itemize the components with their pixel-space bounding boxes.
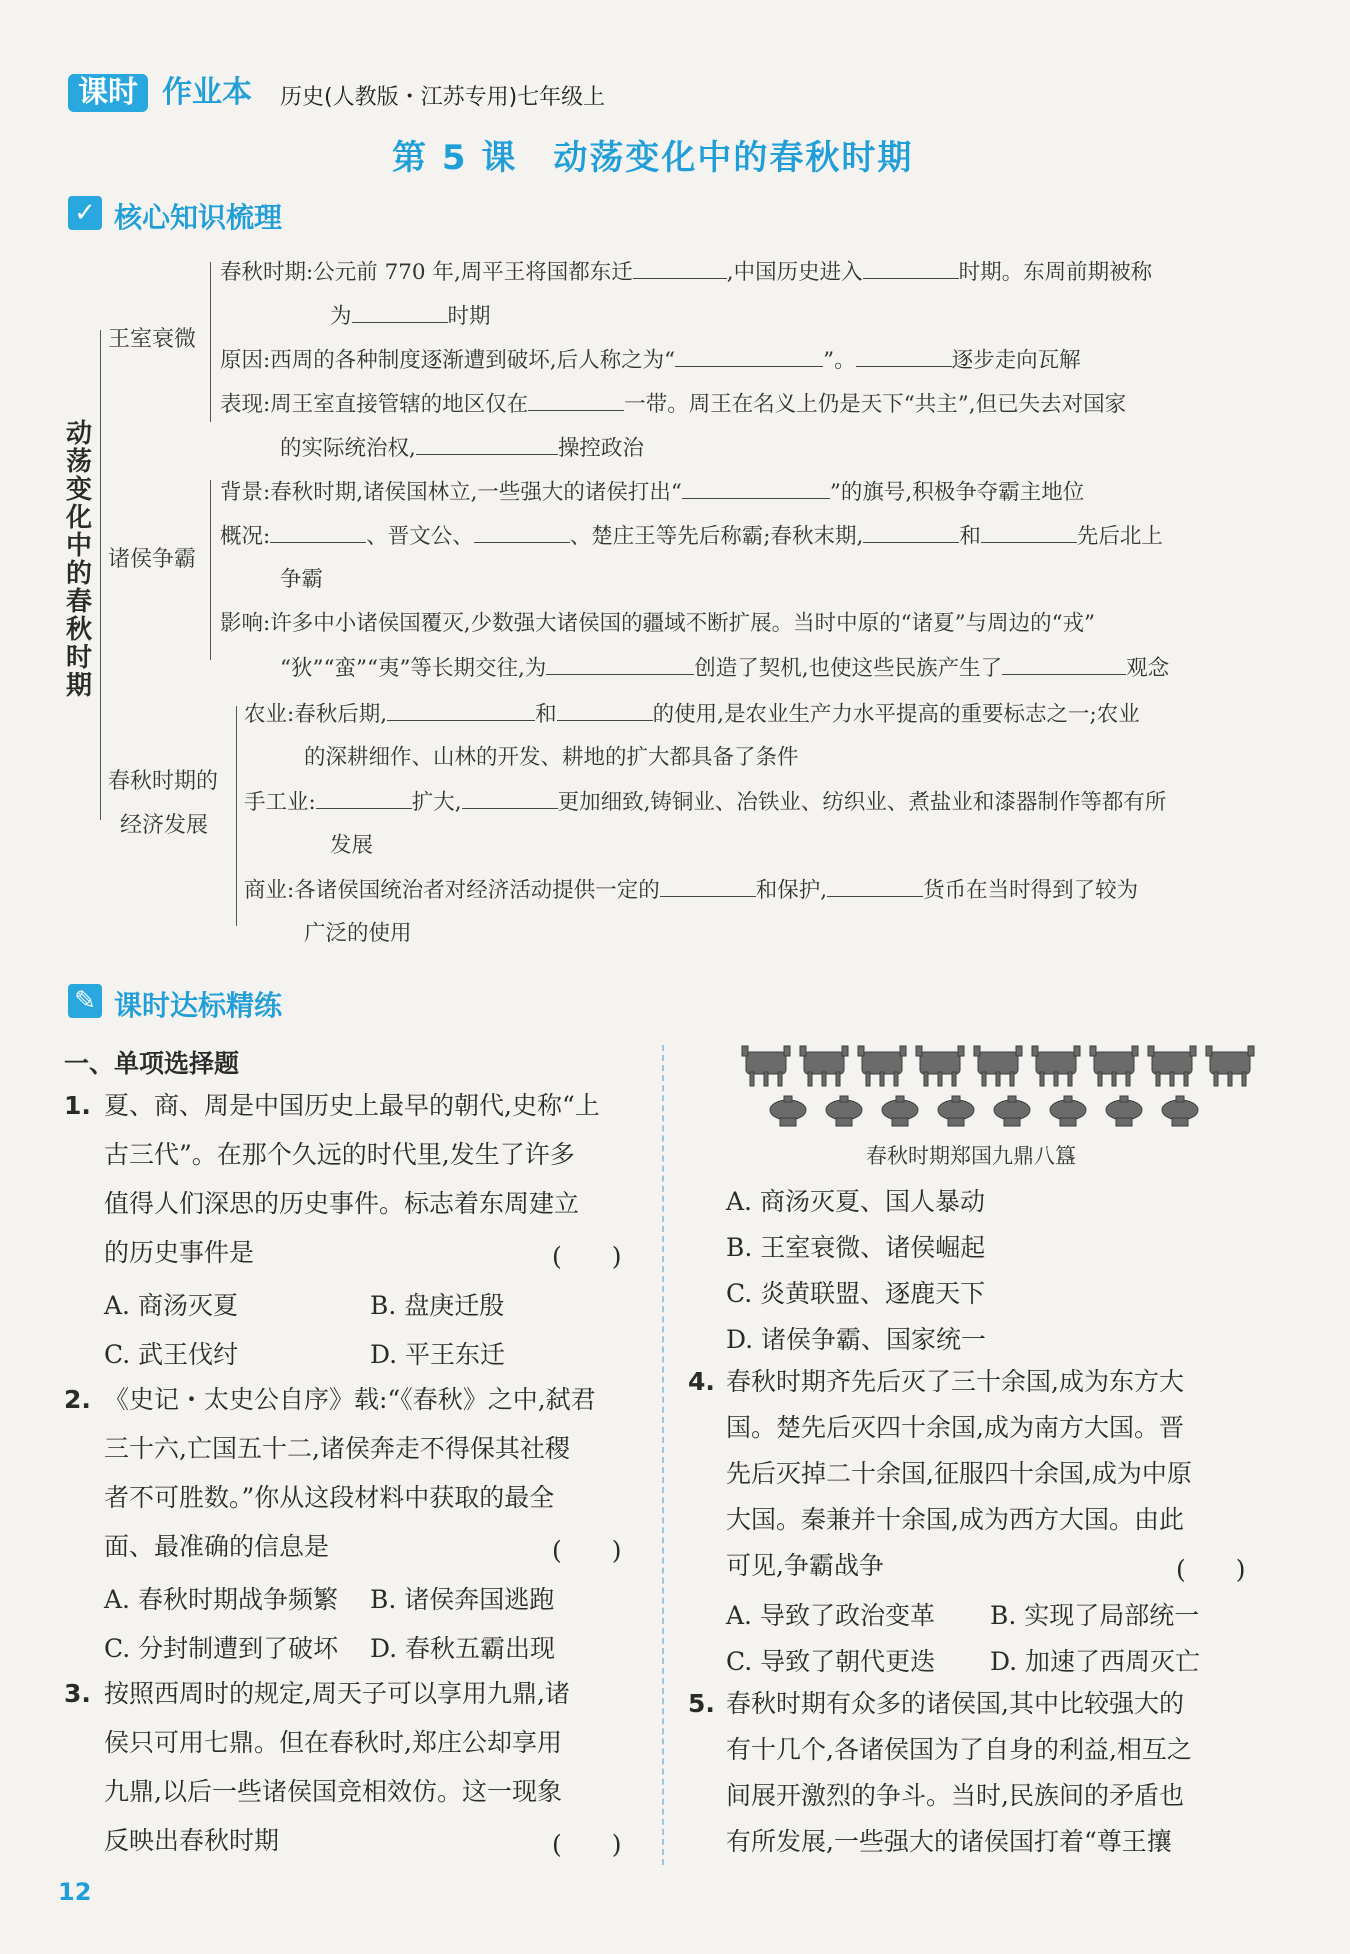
- q3-option-c[interactable]: C. 炎黄联盟、逐鹿天下: [726, 1279, 986, 1308]
- q4-line: 可见,争霸战争: [726, 1551, 884, 1580]
- book-name: 作业本: [162, 75, 252, 110]
- pencil-icon: ✎: [68, 984, 102, 1018]
- gui-icon: [1106, 1096, 1142, 1126]
- q4-line: 国。楚先后灭四十余国,成为南方大国。晋: [726, 1413, 1184, 1442]
- q4-answer-blank[interactable]: ( ): [1176, 1555, 1246, 1584]
- gui-icon: [882, 1096, 918, 1126]
- series-logo: 课时: [68, 74, 148, 112]
- q1-number: 1.: [64, 1091, 91, 1120]
- q4-line: 春秋时期齐先后灭了三十余国,成为东方大: [726, 1367, 1184, 1396]
- q5-line: 间展开激烈的争斗。当时,民族间的矛盾也: [726, 1781, 1184, 1810]
- q3-line: 按照西周时的规定,周天子可以享用九鼎,诸: [104, 1679, 570, 1708]
- image-caption: 春秋时期郑国九鼎八簋: [866, 1144, 1076, 1168]
- category-hegemony: 诸侯争霸: [108, 547, 197, 572]
- q1-line: 的历史事件是: [104, 1238, 255, 1267]
- checkbox-icon: ✓: [68, 196, 102, 230]
- mm-line: “狄”“蛮”“夷”等长期交往,为 创造了契机,也使这些民族产生了 观念: [280, 656, 1170, 681]
- q3-line: 九鼎,以后一些诸侯国竞相效仿。这一现象: [104, 1777, 562, 1806]
- mm-line: 发展: [330, 833, 374, 858]
- section-title-knowledge: 核心知识梳理: [114, 201, 283, 234]
- subject-line: 历史(人教版・江苏专用)七年级上: [280, 85, 606, 110]
- mm-line: 为 时期: [330, 304, 491, 329]
- gui-icon: [826, 1096, 862, 1126]
- ding-icon: [1206, 1046, 1254, 1086]
- q2-line: 三十六,亡国五十二,诸侯奔走不得保其社稷: [104, 1434, 570, 1463]
- q4-option-a[interactable]: A. 导致了政治变革: [726, 1601, 935, 1630]
- gui-icon: [994, 1096, 1030, 1126]
- ding-icon: [800, 1046, 848, 1086]
- part-label: 一、单项选择题: [64, 1049, 240, 1078]
- brace-1: [210, 262, 211, 422]
- section-title-practice: 课时达标精练: [114, 989, 283, 1022]
- q4-line: 先后灭掉二十余国,征服四十余国,成为中原: [726, 1459, 1192, 1488]
- mm-line: 原因:西周的各种制度逐渐遭到破坏,后人称之为“ ”。 逐步走向瓦解: [220, 348, 1081, 373]
- mm-line: 农业:春秋后期, 和 的使用,是农业生产力水平提高的重要标志之一;农业: [244, 702, 1140, 727]
- q2-line: 者不可胜数。”你从这段材料中获取的最全: [104, 1483, 555, 1512]
- mm-line: 商业:各诸侯国统治者对经济活动提供一定的 和保护, 货币在当时得到了较为: [244, 878, 1139, 903]
- q1-line: 值得人们深思的历史事件。标志着东周建立: [104, 1189, 580, 1218]
- q1-option-a[interactable]: A. 商汤灭夏: [104, 1291, 238, 1320]
- q1-option-c[interactable]: C. 武王伐纣: [104, 1340, 239, 1369]
- q2-line: 《史记・太史公自序》载:“《春秋》之中,弑君: [104, 1385, 596, 1414]
- category-economy-2: 经济发展: [120, 813, 209, 838]
- q3-line: 反映出春秋时期: [104, 1826, 280, 1855]
- q2-option-b[interactable]: B. 诸侯奔国逃跑: [370, 1585, 555, 1614]
- mm-line: 春秋时期:公元前 770 年,周平王将国都东迁 ,中国历史进入 时期。东周前期被称: [220, 260, 1153, 285]
- q2-answer-blank[interactable]: ( ): [552, 1536, 622, 1565]
- mm-line: 影响:许多中小诸侯国覆灭,少数强大诸侯国的疆域不断扩展。当时中原的“诸夏”与周边的“戎”: [220, 611, 1096, 636]
- q2-option-d[interactable]: D. 春秋五霸出现: [370, 1634, 556, 1663]
- mindmap-root: 动荡变化中的春秋时期: [65, 419, 92, 701]
- q5-line: 有所发展,一些强大的诸侯国打着“尊王攘: [726, 1827, 1172, 1856]
- mm-line: 广泛的使用: [304, 921, 412, 946]
- mm-line: 争霸: [280, 567, 324, 592]
- q2-option-c[interactable]: C. 分封制遭到了破坏: [104, 1634, 339, 1663]
- q4-option-b[interactable]: B. 实现了局部统一: [990, 1601, 1200, 1630]
- gui-icon: [1050, 1096, 1086, 1126]
- category-royal-decline: 王室衰微: [108, 327, 197, 352]
- ding-icon: [1032, 1046, 1080, 1086]
- q2-number: 2.: [64, 1385, 91, 1414]
- ding-icon: [858, 1046, 906, 1086]
- gui-icon: [938, 1096, 974, 1126]
- ding-icon: [1148, 1046, 1196, 1086]
- gui-icon: [1162, 1096, 1198, 1126]
- ding-icon: [1090, 1046, 1138, 1086]
- q2-line: 面、最准确的信息是: [104, 1532, 330, 1561]
- q2-option-a[interactable]: A. 春秋时期战争频繁: [104, 1585, 338, 1614]
- mm-line: 概况: 、晋文公、 、楚庄王等先后称霸;春秋末期, 和 先后北上: [220, 524, 1163, 549]
- mm-line: 表现:周王室直接管辖的地区仅在 一带。周王在名义上仍是天下“共主”,但已失去对国家: [220, 392, 1127, 417]
- q4-number: 4.: [688, 1367, 715, 1396]
- mm-line: 的深耕细作、山林的开发、耕地的扩大都具备了条件: [304, 745, 799, 770]
- q3-answer-blank[interactable]: ( ): [552, 1830, 622, 1859]
- lesson-title: 第 5 课 动荡变化中的春秋时期: [392, 138, 914, 178]
- q3-option-d[interactable]: D. 诸侯争霸、国家统一: [726, 1325, 987, 1354]
- q4-option-d[interactable]: D. 加速了西周灭亡: [990, 1647, 1201, 1676]
- ding-icon: [916, 1046, 964, 1086]
- q3-option-b[interactable]: B. 王室衰微、诸侯崛起: [726, 1233, 986, 1262]
- q1-line: 夏、商、周是中国历史上最早的朝代,史称“上: [104, 1091, 600, 1120]
- brace-3: [236, 706, 237, 926]
- category-economy: 春秋时期的: [108, 769, 219, 794]
- q5-line: 有十几个,各诸侯国为了自身的利益,相互之: [726, 1735, 1192, 1764]
- ding-icon: [742, 1046, 790, 1086]
- q1-option-b[interactable]: B. 盘庚迁殷: [370, 1291, 505, 1320]
- q1-answer-blank[interactable]: ( ): [552, 1242, 622, 1271]
- mm-line: 背景:春秋时期,诸侯国林立,一些强大的诸侯打出“ ”的旗号,积极争夺霸主地位: [220, 480, 1085, 505]
- q5-line: 春秋时期有众多的诸侯国,其中比较强大的: [726, 1689, 1184, 1718]
- mm-line: 手工业: 扩大, 更加细致,铸铜业、冶铁业、纺织业、煮盐业和漆器制作等都有所: [244, 790, 1167, 815]
- q5-number: 5.: [688, 1689, 715, 1718]
- q1-option-d[interactable]: D. 平王东迁: [370, 1340, 506, 1369]
- q3-number: 3.: [64, 1679, 91, 1708]
- q4-option-c[interactable]: C. 导致了朝代更迭: [726, 1647, 936, 1676]
- root-brace: [100, 330, 101, 820]
- mm-line: 的实际统治权, 操控政治: [280, 436, 644, 461]
- q4-line: 大国。秦兼并十余国,成为西方大国。由此: [726, 1505, 1184, 1534]
- column-divider: [662, 1045, 664, 1865]
- ding-icon: [974, 1046, 1022, 1086]
- page-number: 12: [58, 1878, 92, 1906]
- q3-line: 侯只可用七鼎。但在春秋时,郑庄公却享用: [104, 1728, 562, 1757]
- q1-line: 古三代”。在那个久远的时代里,发生了许多: [104, 1140, 575, 1169]
- brace-2: [210, 480, 211, 660]
- gui-icon: [770, 1096, 806, 1126]
- ding-gui-illustration: [740, 1040, 1260, 1140]
- q3-option-a[interactable]: A. 商汤灭夏、国人暴动: [726, 1187, 985, 1216]
